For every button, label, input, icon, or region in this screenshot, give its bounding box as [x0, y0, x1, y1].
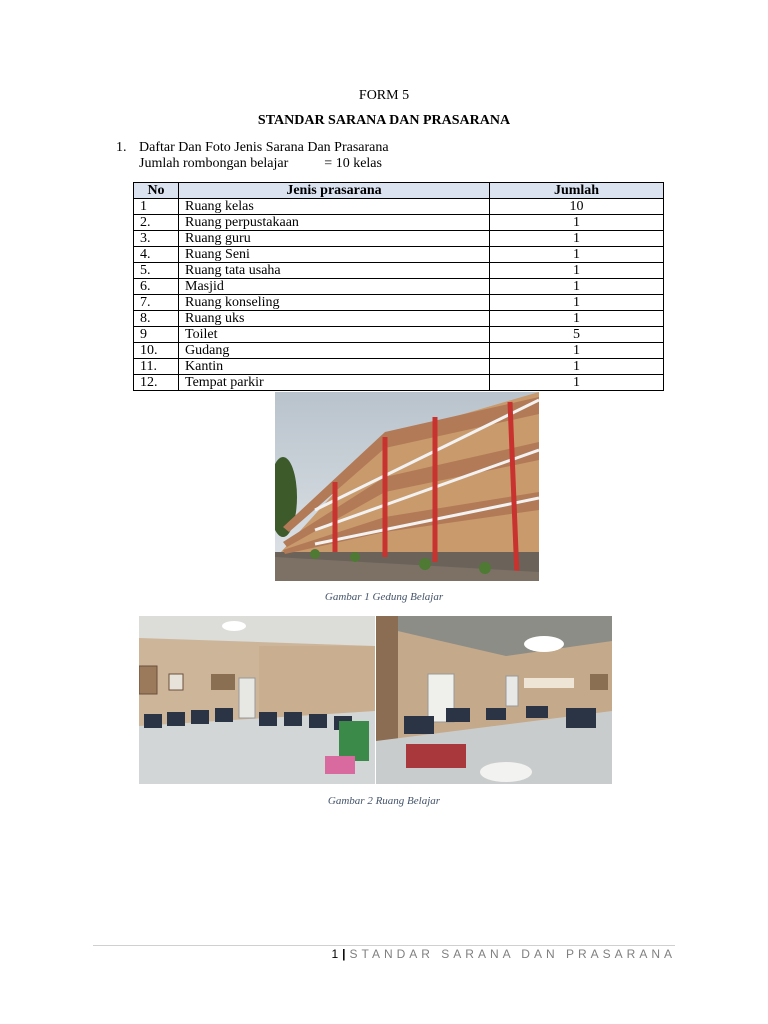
- cell-jenis: Ruang guru: [179, 231, 490, 247]
- cell-no: 10.: [134, 343, 179, 359]
- cell-jumlah: 1: [490, 215, 664, 231]
- cell-jumlah: 1: [490, 263, 664, 279]
- cell-no: 6.: [134, 279, 179, 295]
- table-row: [134, 327, 664, 343]
- table-row: [134, 295, 664, 311]
- cell-jumlah: 1: [490, 311, 664, 327]
- table-row: [134, 343, 664, 359]
- cell-no: 9: [134, 327, 179, 343]
- cell-jumlah: 5: [490, 327, 664, 343]
- cell-no: 4.: [134, 247, 179, 263]
- classroom-illustration-left: [139, 616, 375, 784]
- cell-jenis: Ruang perpustakaan: [179, 215, 490, 231]
- cell-jumlah: 1: [490, 247, 664, 263]
- footer-divider: [93, 945, 675, 946]
- section-heading-text: Daftar Dan Foto Jenis Sarana Dan Prasarana: [139, 140, 389, 155]
- page-footer: [331, 947, 676, 961]
- table-row: [134, 199, 664, 215]
- figure-caption-2: Gambar 2 Ruang Belajar: [327, 795, 441, 807]
- footer-title: STANDAR SARANA DAN PRASARANA: [349, 947, 676, 961]
- table-row: [134, 231, 664, 247]
- cell-jenis: Kantin: [179, 359, 490, 375]
- section-heading: [116, 140, 389, 156]
- classroom-illustration-right: [376, 616, 612, 784]
- cell-jumlah: 10: [490, 199, 664, 215]
- building-photo: [275, 392, 539, 581]
- cell-jenis: Tempat parkir: [179, 375, 490, 391]
- table-row: [134, 247, 664, 263]
- cell-jumlah: 1: [490, 231, 664, 247]
- section-number: 1.: [116, 140, 127, 155]
- table-row: [134, 279, 664, 295]
- rombel-label: Jumlah rombongan belajar: [139, 156, 289, 171]
- rombel-value: = 10 kelas: [324, 156, 382, 171]
- cell-no: 7.: [134, 295, 179, 311]
- cell-no: 3.: [134, 231, 179, 247]
- column-header-jumlah: Jumlah: [490, 183, 664, 199]
- table-row: [134, 359, 664, 375]
- cell-jumlah: 1: [490, 295, 664, 311]
- cell-no: 5.: [134, 263, 179, 279]
- building-illustration: [275, 392, 539, 581]
- classroom-photo-left: [139, 616, 375, 784]
- cell-jenis: Ruang tata usaha: [179, 263, 490, 279]
- infrastructure-table: [133, 182, 664, 391]
- cell-jumlah: 1: [490, 343, 664, 359]
- page-number: 1: [331, 947, 339, 961]
- table-row: [134, 375, 664, 391]
- cell-jumlah: 1: [490, 375, 664, 391]
- table-header-row: [134, 183, 664, 199]
- cell-jumlah: 1: [490, 279, 664, 295]
- column-header-no: No: [134, 183, 179, 199]
- table-row: [134, 215, 664, 231]
- cell-jumlah: 1: [490, 359, 664, 375]
- cell-no: 11.: [134, 359, 179, 375]
- cell-no: 8.: [134, 311, 179, 327]
- cell-jenis: Ruang konseling: [179, 295, 490, 311]
- cell-jenis: Ruang kelas: [179, 199, 490, 215]
- cell-no: 1: [134, 199, 179, 215]
- classroom-photo-right: [376, 616, 612, 784]
- cell-jenis: Ruang uks: [179, 311, 490, 327]
- cell-jenis: Ruang Seni: [179, 247, 490, 263]
- document-title: STANDAR SARANA DAN PRASARANA: [257, 113, 511, 128]
- column-header-jenis: Jenis prasarana: [179, 183, 490, 199]
- table-row: [134, 263, 664, 279]
- cell-jenis: Gudang: [179, 343, 490, 359]
- cell-no: 12.: [134, 375, 179, 391]
- cell-jenis: Toilet: [179, 327, 490, 343]
- table-row: [134, 311, 664, 327]
- footer-separator: |: [342, 947, 346, 961]
- cell-jenis: Masjid: [179, 279, 490, 295]
- figure-caption-1: Gambar 1 Gedung Belajar: [324, 591, 444, 603]
- cell-no: 2.: [134, 215, 179, 231]
- rombel-line: [139, 156, 382, 172]
- form-label: FORM 5: [358, 88, 410, 103]
